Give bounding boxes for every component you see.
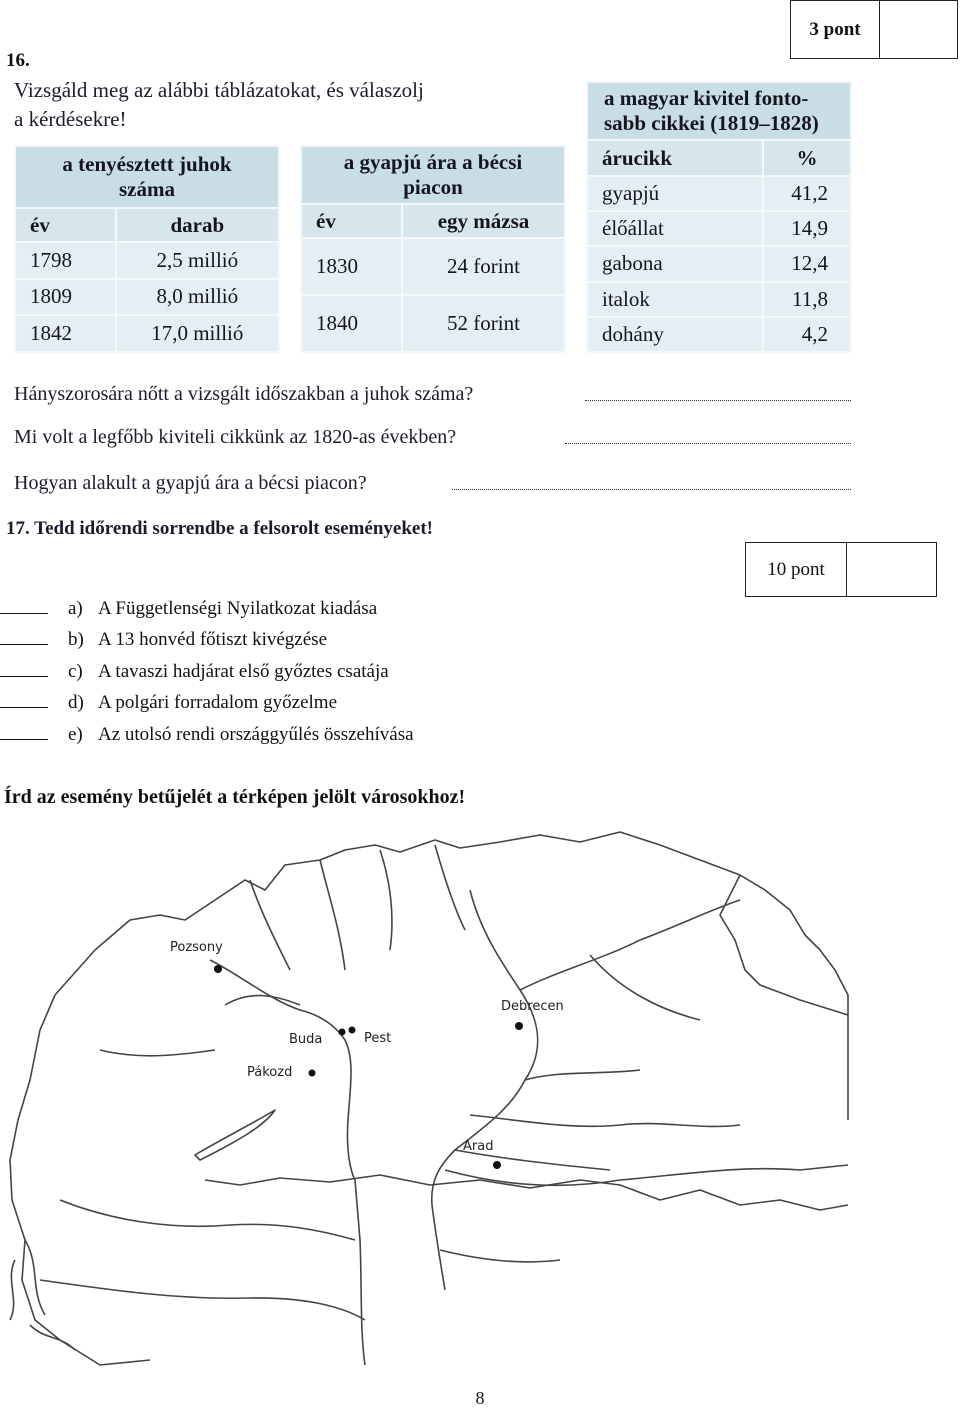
city-label-debrecen: Debrecen — [501, 999, 564, 1014]
q16-intro-line1: Vizsgáld meg az alábbi táblázatokat, és válaszolj — [14, 78, 424, 102]
answer-line-1[interactable] — [585, 400, 851, 401]
order-blank[interactable] — [0, 629, 48, 645]
q16-intro-line2: a kérdésekre! — [14, 107, 127, 131]
sheep-header-count: darab — [116, 208, 279, 242]
city-label-buda: Buda — [289, 1032, 323, 1047]
city-label-pozsony: Pozsony — [170, 940, 223, 955]
q17-title: 17. Tedd időrendi sorrendbe a felsorolt eseményeket! — [6, 518, 433, 539]
q17-score-box — [745, 542, 937, 597]
sheep-table — [14, 145, 280, 353]
map-border — [55, 832, 848, 1120]
table-cell: dohány — [587, 317, 763, 352]
order-blank[interactable] — [0, 598, 48, 614]
q17-score-field[interactable] — [847, 543, 936, 596]
order-blank[interactable] — [0, 692, 48, 708]
city-label-pest: Pest — [364, 1031, 392, 1046]
city-marker-buda — [339, 1029, 346, 1036]
city-label-arad: Arad — [463, 1139, 494, 1154]
table-cell: 14,9 — [763, 211, 851, 246]
q17-points-label: 10 pont — [746, 543, 847, 596]
table-cell: 1842 — [15, 315, 116, 352]
order-blank[interactable] — [0, 661, 48, 677]
event-item: b) A 13 honvéd főtiszt kivégzése — [0, 629, 327, 651]
table-cell: 41,2 — [763, 176, 851, 211]
city-marker-pozsony — [214, 965, 222, 973]
sheep-header-year: év — [15, 208, 116, 242]
q16-score-box — [790, 0, 958, 59]
table-cell: 11,8 — [763, 282, 851, 317]
event-item: a) A Függetlenségi Nyilatkozat kiadása — [0, 598, 377, 620]
q16-points-label: 3 pont — [791, 1, 880, 58]
wool-header-year: év — [301, 204, 402, 238]
export-table — [586, 81, 852, 353]
answer-line-2[interactable] — [565, 443, 851, 444]
river-tisza — [432, 890, 538, 1290]
wool-price-table — [300, 145, 566, 353]
table-cell: gyapjú — [587, 176, 763, 211]
export-table-title: a magyar kivitel fonto- sabb cikkei (1819–1828) — [587, 82, 851, 140]
table-cell: 17,0 millió — [116, 315, 279, 352]
city-label-pakozd: Pákozd — [247, 1065, 293, 1080]
question-2: Mi volt a legfőbb kiviteli cikkünk az 1820-as években? — [14, 426, 457, 448]
event-item: e) Az utolsó rendi országgyűlés összehívása — [0, 724, 414, 746]
river-danube — [210, 960, 365, 1365]
wool-header-price: egy mázsa — [402, 204, 565, 238]
lake-balaton — [195, 1110, 275, 1160]
sheep-table-title: a tenyésztett juhok száma — [15, 146, 279, 208]
event-item: c) A tavaszi hadjárat első győztes csatája — [0, 661, 389, 683]
map-instruction: Írd az esemény betűjelét a térképen jelölt városokhoz! — [4, 786, 466, 808]
table-cell: gabona — [587, 246, 763, 281]
table-cell: 1830 — [301, 238, 402, 295]
table-cell: 1798 — [15, 242, 116, 279]
table-cell: 1809 — [15, 279, 116, 316]
answer-line-3[interactable] — [452, 489, 851, 490]
historical-map — [0, 820, 860, 1380]
city-marker-debrecen — [515, 1022, 523, 1030]
table-cell: 2,5 millió — [116, 242, 279, 279]
q16-number: 16. — [6, 50, 30, 71]
city-marker-pest — [349, 1027, 356, 1034]
table-cell: élőállat — [587, 211, 763, 246]
event-item: d) A polgári forradalom győzelme — [0, 692, 337, 714]
export-header-percent: % — [763, 140, 851, 176]
table-cell: 24 forint — [402, 238, 565, 295]
city-marker-pakozd — [309, 1070, 316, 1077]
city-marker-arad — [493, 1161, 501, 1169]
map-border-west — [10, 995, 150, 1365]
table-cell: 1840 — [301, 295, 402, 352]
table-cell: italok — [587, 282, 763, 317]
table-cell: 4,2 — [763, 317, 851, 352]
export-header-item: árucikk — [587, 140, 763, 176]
order-blank[interactable] — [0, 724, 48, 740]
q16-score-field[interactable] — [880, 1, 957, 58]
question-3: Hogyan alakult a gyapjú ára a bécsi piacon? — [14, 472, 367, 494]
table-cell: 8,0 millió — [116, 279, 279, 316]
question-1: Hányszorosára nőtt a vizsgált időszakban a juhok száma? — [14, 383, 474, 405]
page-number: 8 — [475, 1388, 485, 1408]
table-cell: 52 forint — [402, 295, 565, 352]
table-cell: 12,4 — [763, 246, 851, 281]
wool-table-title: a gyapjú ára a bécsi piacon — [301, 146, 565, 204]
